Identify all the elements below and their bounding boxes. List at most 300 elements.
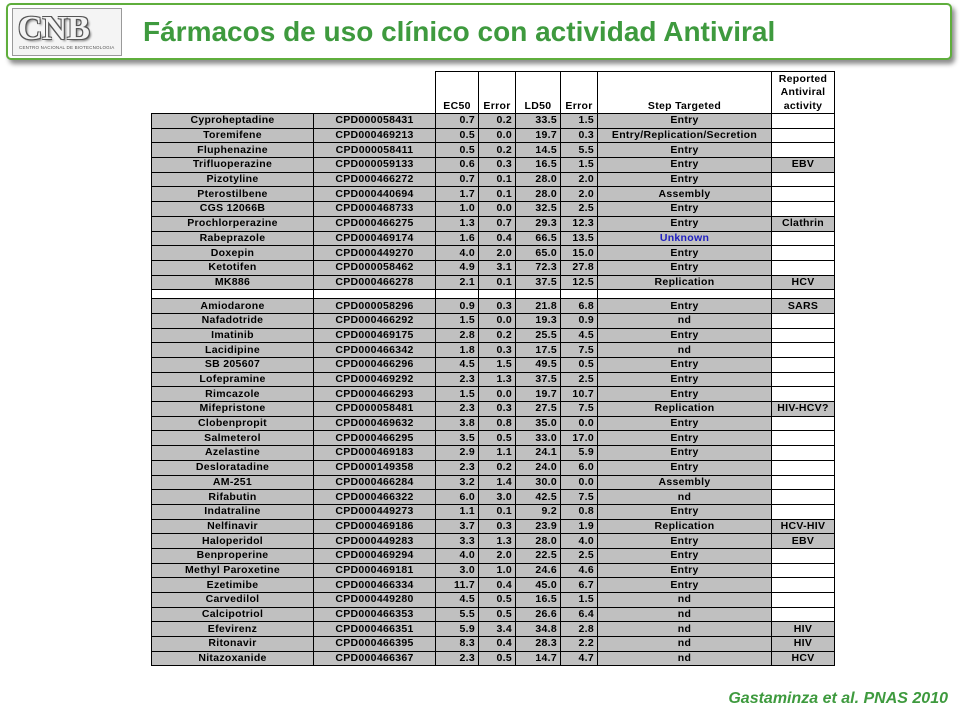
drug-name-cell: AM-251 [152, 475, 314, 490]
table-row [152, 446, 835, 461]
compound-id-cell: CPD000058481 [314, 402, 436, 417]
step-targeted-cell: Entry [598, 216, 772, 231]
ld50-cell: 23.9 [516, 519, 561, 534]
table-row [152, 402, 835, 417]
drug-name-cell: Azelastine [152, 446, 314, 461]
step-targeted-cell: Entry [598, 563, 772, 578]
ld50-error-cell: 6.8 [561, 299, 598, 314]
ld50-error-cell: 1.5 [561, 593, 598, 608]
table-row [152, 299, 835, 314]
ec50-cell: 4.5 [436, 593, 479, 608]
ld50-cell: 21.8 [516, 299, 561, 314]
ec50-cell: 4.0 [436, 548, 479, 563]
ec50-error-cell: 0.1 [479, 187, 516, 202]
ld50-cell: 27.5 [516, 402, 561, 417]
ld50-error-cell: 12.5 [561, 275, 598, 290]
ld50-error-cell: 4.0 [561, 534, 598, 549]
ld50-error-cell: 4.6 [561, 563, 598, 578]
reported-activity-cell [772, 387, 835, 402]
table-row [152, 216, 835, 231]
ec50-cell: 5.5 [436, 607, 479, 622]
page-title: Fármacos de uso clínico con actividad Antiviral [143, 16, 776, 47]
compound-id-cell: CPD000466284 [314, 475, 436, 490]
ld50-cell: 37.5 [516, 372, 561, 387]
step-targeted-cell: Entry [598, 143, 772, 158]
drug-name-cell: Toremifene [152, 128, 314, 143]
drug-name-cell: Desloratadine [152, 460, 314, 475]
col-header-ec50: EC50 [436, 72, 479, 114]
ec50-error-cell: 0.5 [479, 607, 516, 622]
reported-activity-cell: Clathrin [772, 216, 835, 231]
ec50-error-cell: 2.0 [479, 548, 516, 563]
table-row [152, 328, 835, 343]
step-targeted-cell: Entry [598, 446, 772, 461]
compound-id-cell: CPD000466296 [314, 358, 436, 373]
ec50-error-cell: 0.2 [479, 460, 516, 475]
compound-id-cell: CPD000466351 [314, 622, 436, 637]
reported-activity-cell [772, 578, 835, 593]
drug-name-cell: Imatinib [152, 328, 314, 343]
ec50-error-cell: 0.4 [479, 637, 516, 652]
ld50-cell: 22.5 [516, 548, 561, 563]
col-header-reported-line3: activity [772, 99, 835, 113]
ec50-error-cell: 0.3 [479, 299, 516, 314]
step-targeted-cell: Entry [598, 548, 772, 563]
step-targeted-cell: Entry [598, 358, 772, 373]
ec50-cell: 3.7 [436, 519, 479, 534]
ld50-cell: 17.5 [516, 343, 561, 358]
compound-id-cell: CPD000449280 [314, 593, 436, 608]
step-targeted-cell: Entry [598, 578, 772, 593]
step-targeted-cell: Assembly [598, 475, 772, 490]
ld50-error-cell: 0.3 [561, 128, 598, 143]
ld50-cell: 34.8 [516, 622, 561, 637]
ld50-cell: 45.0 [516, 578, 561, 593]
table-row [152, 593, 835, 608]
table-row [152, 534, 835, 549]
reported-activity-cell: HIV [772, 622, 835, 637]
table-row [152, 313, 835, 328]
drug-name-cell: Nelfinavir [152, 519, 314, 534]
compound-id-cell: CPD000466292 [314, 313, 436, 328]
ld50-cell: 32.5 [516, 202, 561, 217]
ld50-error-cell: 17.0 [561, 431, 598, 446]
ec50-error-cell: 0.2 [479, 328, 516, 343]
ld50-error-cell: 2.0 [561, 187, 598, 202]
table-row [152, 563, 835, 578]
table-row [152, 622, 835, 637]
table-row [152, 275, 835, 290]
ec50-cell: 3.5 [436, 431, 479, 446]
reported-activity-cell [772, 343, 835, 358]
ec50-error-cell: 1.0 [479, 563, 516, 578]
table-row [152, 637, 835, 652]
ld50-cell: 42.5 [516, 490, 561, 505]
table-row [152, 358, 835, 373]
reported-activity-cell [772, 187, 835, 202]
ld50-error-cell: 0.8 [561, 504, 598, 519]
ec50-cell: 0.9 [436, 299, 479, 314]
drug-name-cell: Lofepramine [152, 372, 314, 387]
drug-name-cell: Rifabutin [152, 490, 314, 505]
reported-activity-cell [772, 372, 835, 387]
reported-activity-cell: HCV [772, 651, 835, 666]
ec50-cell: 2.9 [436, 446, 479, 461]
drug-name-cell: Doxepin [152, 246, 314, 261]
ld50-error-cell: 1.5 [561, 114, 598, 129]
step-targeted-cell: Entry [598, 387, 772, 402]
reported-activity-cell [772, 460, 835, 475]
ld50-cell: 9.2 [516, 504, 561, 519]
ld50-error-cell: 0.5 [561, 358, 598, 373]
reported-activity-cell: EBV [772, 158, 835, 173]
drug-name-cell: Methyl Paroxetine [152, 563, 314, 578]
table-row [152, 158, 835, 173]
header-row [152, 72, 835, 86]
compound-id-cell: CPD000466395 [314, 637, 436, 652]
col-header-reported-line1: Reported [772, 72, 835, 86]
compound-id-cell: CPD000469175 [314, 328, 436, 343]
drug-name-cell: MK886 [152, 275, 314, 290]
drug-name-cell: SB 205607 [152, 358, 314, 373]
ld50-error-cell: 0.0 [561, 475, 598, 490]
reported-activity-cell [772, 504, 835, 519]
step-targeted-cell: Entry [598, 372, 772, 387]
ec50-cell: 0.5 [436, 143, 479, 158]
drug-name-cell: Prochlorperazine [152, 216, 314, 231]
compound-id-cell: CPD000466293 [314, 387, 436, 402]
compound-id-cell: CPD000449273 [314, 504, 436, 519]
ld50-cell: 30.0 [516, 475, 561, 490]
drug-name-cell: Efevirenz [152, 622, 314, 637]
ec50-cell: 11.7 [436, 578, 479, 593]
ec50-cell: 4.9 [436, 260, 479, 275]
table-row [152, 548, 835, 563]
ec50-error-cell: 0.5 [479, 593, 516, 608]
ec50-error-cell: 0.0 [479, 202, 516, 217]
drug-name-cell: Haloperidol [152, 534, 314, 549]
reported-activity-cell [772, 202, 835, 217]
ec50-error-cell: 0.5 [479, 651, 516, 666]
ld50-error-cell: 1.9 [561, 519, 598, 534]
compound-id-cell: CPD000059133 [314, 158, 436, 173]
ld50-cell: 37.5 [516, 275, 561, 290]
ec50-cell: 2.3 [436, 460, 479, 475]
step-targeted-cell: Entry [598, 534, 772, 549]
compound-id-cell: CPD000469294 [314, 548, 436, 563]
step-targeted-cell: Unknown [598, 231, 772, 246]
title-banner [6, 3, 952, 60]
ld50-error-cell: 2.5 [561, 372, 598, 387]
compound-id-cell: CPD000058411 [314, 143, 436, 158]
reported-activity-cell [772, 446, 835, 461]
reported-activity-cell [772, 260, 835, 275]
table-row [152, 246, 835, 261]
ec50-cell: 2.3 [436, 372, 479, 387]
ld50-error-cell: 2.8 [561, 622, 598, 637]
ld50-cell: 28.0 [516, 187, 561, 202]
step-targeted-cell: nd [598, 593, 772, 608]
ec50-cell: 1.5 [436, 387, 479, 402]
drug-name-cell: Fluphenazine [152, 143, 314, 158]
ld50-cell: 24.6 [516, 563, 561, 578]
ec50-cell: 6.0 [436, 490, 479, 505]
ld50-error-cell: 15.0 [561, 246, 598, 261]
step-targeted-cell: Entry/Replication/Secretion [598, 128, 772, 143]
table-row [152, 172, 835, 187]
ec50-error-cell: 1.1 [479, 446, 516, 461]
compound-id-cell: CPD000466342 [314, 343, 436, 358]
ld50-cell: 14.7 [516, 651, 561, 666]
reported-activity-cell: EBV [772, 534, 835, 549]
ld50-cell: 35.0 [516, 416, 561, 431]
ld50-error-cell: 27.8 [561, 260, 598, 275]
ec50-cell: 1.6 [436, 231, 479, 246]
ec50-cell: 1.8 [436, 343, 479, 358]
ec50-cell: 2.3 [436, 402, 479, 417]
drug-name-cell: Calcipotriol [152, 607, 314, 622]
step-targeted-cell: Entry [598, 202, 772, 217]
compound-id-cell: CPD000058296 [314, 299, 436, 314]
ld50-cell: 16.5 [516, 593, 561, 608]
ec50-error-cell: 0.3 [479, 158, 516, 173]
ec50-error-cell: 0.0 [479, 387, 516, 402]
ld50-cell: 72.3 [516, 260, 561, 275]
drug-name-cell: Indatraline [152, 504, 314, 519]
reported-activity-cell [772, 593, 835, 608]
group-separator-row [152, 290, 835, 299]
drug-name-cell: Lacidipine [152, 343, 314, 358]
ld50-error-cell: 1.5 [561, 158, 598, 173]
antiviral-drugs-table [151, 71, 835, 666]
step-targeted-cell: Entry [598, 431, 772, 446]
step-targeted-cell: Entry [598, 460, 772, 475]
step-targeted-cell: Entry [598, 260, 772, 275]
compound-id-cell: CPD000469292 [314, 372, 436, 387]
compound-id-cell: CPD000469174 [314, 231, 436, 246]
ld50-error-cell: 4.5 [561, 328, 598, 343]
step-targeted-cell: Replication [598, 402, 772, 417]
table-row [152, 607, 835, 622]
ld50-error-cell: 5.5 [561, 143, 598, 158]
drug-name-cell: Clobenpropit [152, 416, 314, 431]
table-row [152, 387, 835, 402]
ld50-error-cell: 2.0 [561, 172, 598, 187]
ld50-error-cell: 0.9 [561, 313, 598, 328]
ec50-error-cell: 0.5 [479, 431, 516, 446]
ec50-error-cell: 3.1 [479, 260, 516, 275]
ld50-cell: 26.6 [516, 607, 561, 622]
ec50-error-cell: 0.4 [479, 578, 516, 593]
table-row [152, 143, 835, 158]
compound-id-cell: CPD000466295 [314, 431, 436, 446]
ec50-cell: 3.0 [436, 563, 479, 578]
table-row [152, 416, 835, 431]
ld50-error-cell: 12.3 [561, 216, 598, 231]
ld50-error-cell: 0.0 [561, 416, 598, 431]
ld50-cell: 19.7 [516, 387, 561, 402]
compound-id-cell: CPD000058431 [314, 114, 436, 129]
table-row [152, 460, 835, 475]
step-targeted-cell: Entry [598, 504, 772, 519]
ld50-cell: 28.0 [516, 534, 561, 549]
drug-name-cell: Nafadotride [152, 313, 314, 328]
ec50-cell: 1.5 [436, 313, 479, 328]
ld50-error-cell: 6.7 [561, 578, 598, 593]
table-row [152, 519, 835, 534]
step-targeted-cell: nd [598, 622, 772, 637]
step-targeted-cell: Entry [598, 172, 772, 187]
ec50-error-cell: 0.0 [479, 313, 516, 328]
logo-subtitle: CENTRO NACIONAL DE BIOTECNOLOGIA [19, 45, 115, 50]
step-targeted-cell: nd [598, 313, 772, 328]
drug-name-cell: Mifepristone [152, 402, 314, 417]
reported-activity-cell: HIV [772, 637, 835, 652]
ec50-error-cell: 0.3 [479, 343, 516, 358]
drug-name-cell: Ketotifen [152, 260, 314, 275]
drug-name-cell: Nitazoxanide [152, 651, 314, 666]
compound-id-cell: CPD000440694 [314, 187, 436, 202]
table-row [152, 475, 835, 490]
drug-name-cell: CGS 12066B [152, 202, 314, 217]
ec50-error-cell: 0.2 [479, 114, 516, 129]
compound-id-cell: CPD000469181 [314, 563, 436, 578]
col-header-error: Error [561, 72, 598, 114]
step-targeted-cell: Replication [598, 275, 772, 290]
compound-id-cell: CPD000449283 [314, 534, 436, 549]
col-header-step-targeted: Step Targeted [598, 72, 772, 114]
ec50-error-cell: 0.7 [479, 216, 516, 231]
ec50-cell: 3.8 [436, 416, 479, 431]
table-row [152, 372, 835, 387]
compound-id-cell: CPD000466278 [314, 275, 436, 290]
ld50-cell: 24.0 [516, 460, 561, 475]
ec50-cell: 8.3 [436, 637, 479, 652]
ld50-cell: 24.1 [516, 446, 561, 461]
compound-id-cell: CPD000466322 [314, 490, 436, 505]
ld50-error-cell: 4.7 [561, 651, 598, 666]
ec50-error-cell: 0.1 [479, 172, 516, 187]
drug-name-cell: Amiodarone [152, 299, 314, 314]
ec50-cell: 1.0 [436, 202, 479, 217]
ld50-error-cell: 7.5 [561, 343, 598, 358]
ec50-cell: 1.1 [436, 504, 479, 519]
ld50-cell: 28.0 [516, 172, 561, 187]
compound-id-cell: CPD000466275 [314, 216, 436, 231]
step-targeted-cell: Entry [598, 114, 772, 129]
table-row [152, 578, 835, 593]
ld50-cell: 49.5 [516, 358, 561, 373]
step-targeted-cell: nd [598, 651, 772, 666]
ld50-cell: 29.3 [516, 216, 561, 231]
ec50-error-cell: 0.8 [479, 416, 516, 431]
reported-activity-cell [772, 231, 835, 246]
ld50-cell: 33.5 [516, 114, 561, 129]
ld50-cell: 14.5 [516, 143, 561, 158]
ec50-error-cell: 0.2 [479, 143, 516, 158]
table-row [152, 343, 835, 358]
ec50-error-cell: 0.4 [479, 231, 516, 246]
ec50-cell: 0.7 [436, 114, 479, 129]
compound-id-cell: CPD000468733 [314, 202, 436, 217]
drug-name-cell: Trifluoperazine [152, 158, 314, 173]
ec50-cell: 4.0 [436, 246, 479, 261]
reported-activity-cell: HIV-HCV? [772, 402, 835, 417]
ec50-error-cell: 3.4 [479, 622, 516, 637]
compound-id-cell: CPD000058462 [314, 260, 436, 275]
compound-id-cell: CPD000469183 [314, 446, 436, 461]
ec50-error-cell: 1.3 [479, 372, 516, 387]
reported-activity-cell [772, 548, 835, 563]
drug-name-cell: Rabeprazole [152, 231, 314, 246]
ld50-cell: 65.0 [516, 246, 561, 261]
reported-activity-cell [772, 143, 835, 158]
compound-id-cell: CPD000149358 [314, 460, 436, 475]
ld50-error-cell: 7.5 [561, 490, 598, 505]
table-row [152, 202, 835, 217]
ld50-error-cell: 5.9 [561, 446, 598, 461]
ec50-error-cell: 0.3 [479, 402, 516, 417]
drug-name-cell: Carvedilol [152, 593, 314, 608]
ec50-error-cell: 1.4 [479, 475, 516, 490]
step-targeted-cell: Entry [598, 246, 772, 261]
ld50-error-cell: 13.5 [561, 231, 598, 246]
ec50-cell: 0.7 [436, 172, 479, 187]
step-targeted-cell: nd [598, 343, 772, 358]
drug-name-cell: Pizotyline [152, 172, 314, 187]
ec50-cell: 2.1 [436, 275, 479, 290]
ld50-cell: 19.7 [516, 128, 561, 143]
ec50-cell: 3.2 [436, 475, 479, 490]
step-targeted-cell: nd [598, 637, 772, 652]
col-header-reported-line2: Antiviral [772, 86, 835, 100]
table-row [152, 504, 835, 519]
drug-name-cell: Ezetimibe [152, 578, 314, 593]
ec50-error-cell: 0.0 [479, 128, 516, 143]
step-targeted-cell: Entry [598, 299, 772, 314]
reported-activity-cell: SARS [772, 299, 835, 314]
ec50-cell: 0.6 [436, 158, 479, 173]
ld50-error-cell: 10.7 [561, 387, 598, 402]
step-targeted-cell: Replication [598, 519, 772, 534]
ec50-cell: 2.3 [436, 651, 479, 666]
reported-activity-cell [772, 246, 835, 261]
compound-id-cell: CPD000469632 [314, 416, 436, 431]
logo-text: CNB [18, 10, 90, 47]
table-row [152, 128, 835, 143]
table-row [152, 187, 835, 202]
step-targeted-cell: nd [598, 490, 772, 505]
reported-activity-cell [772, 313, 835, 328]
table-row [152, 651, 835, 666]
step-targeted-cell: Entry [598, 328, 772, 343]
reported-activity-cell [772, 475, 835, 490]
ld50-cell: 33.0 [516, 431, 561, 446]
compound-id-cell: CPD000466367 [314, 651, 436, 666]
reported-activity-cell [772, 172, 835, 187]
drug-name-cell: Rimcazole [152, 387, 314, 402]
ec50-cell: 4.5 [436, 358, 479, 373]
ec50-cell: 3.3 [436, 534, 479, 549]
ld50-error-cell: 7.5 [561, 402, 598, 417]
compound-id-cell: CPD000466353 [314, 607, 436, 622]
step-targeted-cell: Entry [598, 158, 772, 173]
ld50-error-cell: 2.5 [561, 202, 598, 217]
compound-id-cell: CPD000469213 [314, 128, 436, 143]
ld50-error-cell: 6.0 [561, 460, 598, 475]
ec50-cell: 0.5 [436, 128, 479, 143]
drug-name-cell: Pterostilbene [152, 187, 314, 202]
